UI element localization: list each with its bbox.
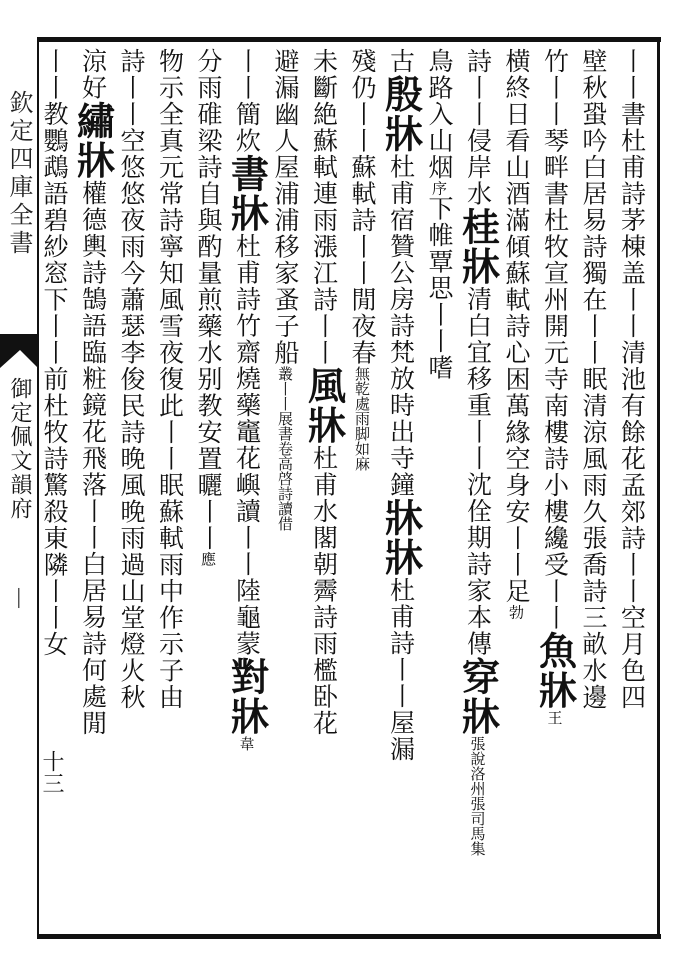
column-text: 物示全真元常詩寧知風雪夜復此丨丨眠蘇軾雨中作示子由 xyxy=(155,48,185,711)
top-border-rule xyxy=(37,37,661,42)
margin-book-title: 御定佩文韻府 xyxy=(7,377,32,521)
column-text: 竹丨丨琴畔書杜牧宣州開元寺南樓詩小樓纔受丨丨 xyxy=(540,48,570,631)
headword: 魚牀 xyxy=(532,631,578,710)
column-text: 丨丨簡炊 xyxy=(232,48,262,154)
text-column xyxy=(190,48,226,928)
annotation-text: 韋 xyxy=(237,736,256,751)
column-text: 避漏幽人屋浦浦移家蚤子船 xyxy=(271,48,300,366)
right-border-rule xyxy=(657,37,660,939)
column-text: 鳥路入山烟 xyxy=(425,48,454,181)
headword: 書牀 xyxy=(224,154,270,233)
headword: 對牀 xyxy=(224,657,270,736)
column-text: 詩丨丨空悠悠夜雨今蕭瑟李俊民詩晚風晚雨過山堂燈火秋 xyxy=(117,48,146,711)
text-column xyxy=(301,48,347,928)
column-text: 涼好 xyxy=(78,48,108,101)
column-text: 杜甫詩丨丨屋漏 xyxy=(386,577,416,763)
text-column xyxy=(455,48,501,928)
text-column xyxy=(421,48,457,928)
headword: 風牀 xyxy=(301,366,347,445)
text-column xyxy=(344,48,380,928)
column-text: 杜甫詩竹齋燒藥竈花嶼讀丨丨陸龜蒙 xyxy=(232,233,262,657)
annotation-text: 勃 xyxy=(507,604,525,620)
column-text: 詩丨丨侵岸水 xyxy=(463,48,493,207)
headword: 繡牀 xyxy=(70,101,116,180)
text-column xyxy=(36,48,72,928)
column-text: 古 xyxy=(386,48,416,75)
text-column xyxy=(224,48,270,928)
column-text: 丨丨教鸚鵡語碧紗窓下丨丨前杜牧詩驚殺東隣丨丨女 xyxy=(40,48,69,658)
page-margin-strip xyxy=(0,42,38,934)
fish-tail-mark-icon xyxy=(0,334,38,368)
headword: 穿牀 xyxy=(455,657,501,736)
margin-collection-title: 欽定四庫全書 xyxy=(5,90,33,258)
text-column xyxy=(614,48,650,928)
column-text: 殘仍丨丨蘇軾詩丨丨閒夜春 xyxy=(348,48,377,366)
text-column xyxy=(152,48,188,928)
annotation-text: 無乾處雨脚如麻 xyxy=(353,366,371,471)
headword: 桂牀 xyxy=(455,207,501,286)
column-text: 横終日看山酒滿傾蘇軾詩心困萬緣空身安丨丨足 xyxy=(502,48,531,605)
annotation-text: 應 xyxy=(199,551,217,567)
column-text: 分雨碓梁 xyxy=(194,48,223,154)
annotation-text: 叢丨丨展書卷高啓詩讀借 xyxy=(276,366,294,531)
annotation-text: 序 xyxy=(430,180,448,196)
column-text: 壁秋蛩吟白居易詩獨在丨丨眠清涼風雨久張喬詩三畝水邊 xyxy=(579,48,608,711)
column-text: 丨丨書杜甫詩茅棟盖丨丨清池有餘花孟郊詩丨丨空月色四 xyxy=(617,48,647,711)
text-column xyxy=(113,48,149,928)
column-text: 杜甫宿贊公房詩梵放時出寺鐘 xyxy=(386,153,416,498)
headword: 牀牀 xyxy=(378,498,424,577)
column-text: 清白宜移重丨丨沈佺期詩家本傳 xyxy=(463,286,493,657)
text-column xyxy=(70,48,116,928)
bottom-border-rule xyxy=(37,934,661,939)
column-text: 杜甫水閣朝霽詩雨檻卧花 xyxy=(309,445,339,737)
text-column xyxy=(498,48,534,928)
column-text: 下帷覃思丨丨嗜 xyxy=(425,195,454,381)
margin-dash-mark: — xyxy=(7,587,32,609)
column-text: 詩自與酌量煎藥水别教安置曬丨丨 xyxy=(194,154,223,552)
column-text: 權德輿詩鵠語臨粧鏡花飛落丨丨白居易詩何處閒 xyxy=(78,180,108,737)
text-column xyxy=(267,48,303,928)
text-column xyxy=(378,48,424,928)
annotation-text: 王 xyxy=(545,710,564,725)
text-column xyxy=(575,48,611,928)
text-column xyxy=(532,48,578,928)
folio-number: 十三 xyxy=(39,750,64,794)
annotation-text: 張說洛州張司馬集 xyxy=(468,736,487,856)
column-text: 未斷絶蘇軾連雨漲江詩丨丨 xyxy=(309,48,339,366)
headword: 殷牀 xyxy=(378,74,424,154)
